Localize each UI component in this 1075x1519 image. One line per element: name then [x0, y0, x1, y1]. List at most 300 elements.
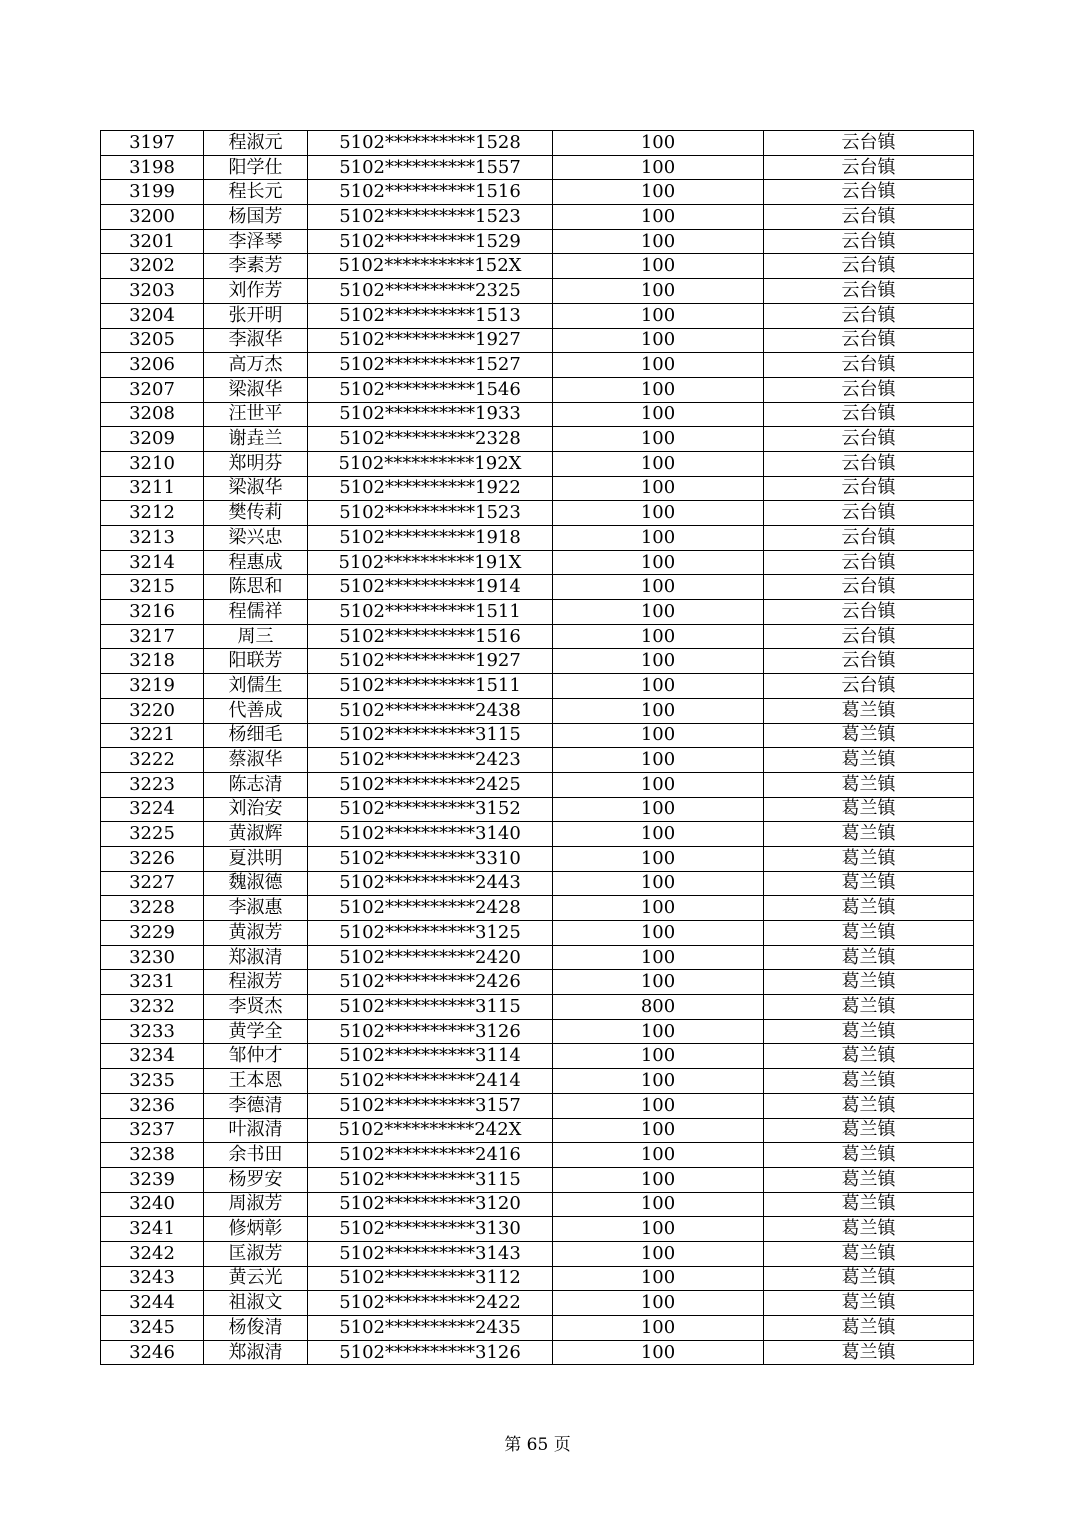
table-row [101, 402, 974, 427]
id-number-cell: 5102**********2426 [308, 970, 553, 995]
table-row [101, 353, 974, 378]
table-row [101, 1069, 974, 1094]
name-cell: 杨国芳 [204, 205, 308, 230]
id-number-cell: 5102**********2443 [308, 871, 553, 896]
name-cell: 阳联芳 [204, 649, 308, 674]
id-number-cell: 5102**********1511 [308, 600, 553, 625]
name-cell: 高万杰 [204, 353, 308, 378]
table-row [101, 155, 974, 180]
table-row [101, 995, 974, 1020]
id-number-cell: 5102**********2416 [308, 1143, 553, 1168]
name-cell: 刘儒生 [204, 674, 308, 699]
table-row [101, 1044, 974, 1069]
name-cell: 刘治安 [204, 797, 308, 822]
serial-number-cell: 3220 [101, 698, 204, 723]
serial-number-cell: 3214 [101, 550, 204, 575]
table-row [101, 1340, 974, 1365]
id-number-cell: 5102**********1933 [308, 402, 553, 427]
table-row [101, 1192, 974, 1217]
id-number-cell: 5102**********1511 [308, 674, 553, 699]
town-cell: 葛兰镇 [764, 723, 974, 748]
serial-number-cell: 3236 [101, 1093, 204, 1118]
table-row [101, 846, 974, 871]
town-cell: 葛兰镇 [764, 1093, 974, 1118]
name-cell: 汪世平 [204, 402, 308, 427]
serial-number-cell: 3199 [101, 180, 204, 205]
town-cell: 葛兰镇 [764, 772, 974, 797]
town-cell: 葛兰镇 [764, 1143, 974, 1168]
id-number-cell: 5102**********3115 [308, 1167, 553, 1192]
id-number-cell: 5102**********2422 [308, 1291, 553, 1316]
id-number-cell: 5102**********2423 [308, 748, 553, 773]
serial-number-cell: 3224 [101, 797, 204, 822]
town-cell: 葛兰镇 [764, 1241, 974, 1266]
amount-cell: 100 [553, 303, 764, 328]
table-row [101, 377, 974, 402]
amount-cell: 100 [553, 402, 764, 427]
serial-number-cell: 3218 [101, 649, 204, 674]
amount-cell: 100 [553, 229, 764, 254]
town-cell: 云台镇 [764, 600, 974, 625]
town-cell: 葛兰镇 [764, 698, 974, 723]
amount-cell: 100 [553, 1044, 764, 1069]
table-row [101, 1266, 974, 1291]
id-number-cell: 5102**********1557 [308, 155, 553, 180]
town-cell: 云台镇 [764, 649, 974, 674]
town-cell: 云台镇 [764, 624, 974, 649]
town-cell: 云台镇 [764, 303, 974, 328]
amount-cell: 100 [553, 1192, 764, 1217]
name-cell: 修炳彰 [204, 1217, 308, 1242]
id-number-cell: 5102**********3115 [308, 723, 553, 748]
serial-number-cell: 3246 [101, 1340, 204, 1365]
id-number-cell: 5102**********2325 [308, 279, 553, 304]
id-number-cell: 5102**********1516 [308, 180, 553, 205]
town-cell: 葛兰镇 [764, 921, 974, 946]
serial-number-cell: 3233 [101, 1019, 204, 1044]
name-cell: 李德清 [204, 1093, 308, 1118]
name-cell: 黄云光 [204, 1266, 308, 1291]
serial-number-cell: 3203 [101, 279, 204, 304]
id-number-cell: 5102**********1927 [308, 649, 553, 674]
name-cell: 梁淑华 [204, 377, 308, 402]
amount-cell: 100 [553, 772, 764, 797]
serial-number-cell: 3226 [101, 846, 204, 871]
id-number-cell: 5102**********2428 [308, 896, 553, 921]
amount-cell: 100 [553, 600, 764, 625]
name-cell: 郑淑清 [204, 945, 308, 970]
id-number-cell: 5102**********1523 [308, 205, 553, 230]
id-number-cell: 5102**********2425 [308, 772, 553, 797]
town-cell: 葛兰镇 [764, 995, 974, 1020]
town-cell: 云台镇 [764, 451, 974, 476]
amount-cell: 100 [553, 797, 764, 822]
name-cell: 程淑芳 [204, 970, 308, 995]
town-cell: 云台镇 [764, 526, 974, 551]
amount-cell: 100 [553, 1118, 764, 1143]
town-cell: 葛兰镇 [764, 1266, 974, 1291]
id-number-cell: 5102**********1527 [308, 353, 553, 378]
town-cell: 云台镇 [764, 575, 974, 600]
serial-number-cell: 3235 [101, 1069, 204, 1094]
town-cell: 葛兰镇 [764, 797, 974, 822]
table-row [101, 451, 974, 476]
amount-cell: 100 [553, 575, 764, 600]
amount-cell: 100 [553, 205, 764, 230]
name-cell: 杨俊清 [204, 1316, 308, 1341]
name-cell: 李淑华 [204, 328, 308, 353]
id-number-cell: 5102**********3115 [308, 995, 553, 1020]
serial-number-cell: 3209 [101, 427, 204, 452]
serial-number-cell: 3207 [101, 377, 204, 402]
serial-number-cell: 3244 [101, 1291, 204, 1316]
town-cell: 云台镇 [764, 155, 974, 180]
town-cell: 云台镇 [764, 328, 974, 353]
amount-cell: 100 [553, 1291, 764, 1316]
name-cell: 李素芳 [204, 254, 308, 279]
amount-cell: 100 [553, 377, 764, 402]
amount-cell: 100 [553, 1316, 764, 1341]
roster-body [101, 131, 974, 1365]
table-row [101, 1316, 974, 1341]
amount-cell: 100 [553, 896, 764, 921]
amount-cell: 100 [553, 846, 764, 871]
table-row [101, 970, 974, 995]
table-row [101, 1143, 974, 1168]
serial-number-cell: 3240 [101, 1192, 204, 1217]
table-row [101, 600, 974, 625]
amount-cell: 100 [553, 476, 764, 501]
serial-number-cell: 3225 [101, 822, 204, 847]
id-number-cell: 5102**********3125 [308, 921, 553, 946]
town-cell: 云台镇 [764, 254, 974, 279]
id-number-cell: 5102**********1513 [308, 303, 553, 328]
id-number-cell: 5102**********1529 [308, 229, 553, 254]
town-cell: 葛兰镇 [764, 871, 974, 896]
id-number-cell: 5102**********3126 [308, 1340, 553, 1365]
table-row [101, 723, 974, 748]
id-number-cell: 5102**********1918 [308, 526, 553, 551]
amount-cell: 100 [553, 550, 764, 575]
amount-cell: 100 [553, 748, 764, 773]
table-row [101, 1118, 974, 1143]
id-number-cell: 5102**********1922 [308, 476, 553, 501]
id-number-cell: 5102**********3157 [308, 1093, 553, 1118]
amount-cell: 100 [553, 1093, 764, 1118]
id-number-cell: 5102**********1927 [308, 328, 553, 353]
table-row [101, 180, 974, 205]
table-row [101, 896, 974, 921]
serial-number-cell: 3213 [101, 526, 204, 551]
id-number-cell: 5102**********2328 [308, 427, 553, 452]
amount-cell: 100 [553, 1167, 764, 1192]
serial-number-cell: 3243 [101, 1266, 204, 1291]
town-cell: 云台镇 [764, 205, 974, 230]
serial-number-cell: 3211 [101, 476, 204, 501]
amount-cell: 100 [553, 526, 764, 551]
amount-cell: 100 [553, 451, 764, 476]
name-cell: 程淑元 [204, 131, 308, 156]
amount-cell: 100 [553, 871, 764, 896]
amount-cell: 100 [553, 353, 764, 378]
name-cell: 魏淑德 [204, 871, 308, 896]
id-number-cell: 5102**********191X [308, 550, 553, 575]
table-row [101, 1167, 974, 1192]
amount-cell: 100 [553, 1019, 764, 1044]
amount-cell: 100 [553, 1069, 764, 1094]
table-row [101, 501, 974, 526]
amount-cell: 100 [553, 970, 764, 995]
id-number-cell: 5102**********3112 [308, 1266, 553, 1291]
serial-number-cell: 3217 [101, 624, 204, 649]
name-cell: 程儒祥 [204, 600, 308, 625]
name-cell: 黄学全 [204, 1019, 308, 1044]
id-number-cell: 5102**********3143 [308, 1241, 553, 1266]
table-row [101, 575, 974, 600]
table-row [101, 279, 974, 304]
id-number-cell: 5102**********3140 [308, 822, 553, 847]
page-number: 第 65 页 [504, 1435, 571, 1455]
name-cell: 李淑惠 [204, 896, 308, 921]
name-cell: 程长元 [204, 180, 308, 205]
roster-table [100, 130, 974, 1365]
serial-number-cell: 3231 [101, 970, 204, 995]
serial-number-cell: 3208 [101, 402, 204, 427]
amount-cell: 100 [553, 624, 764, 649]
serial-number-cell: 3234 [101, 1044, 204, 1069]
id-number-cell: 5102**********3130 [308, 1217, 553, 1242]
id-number-cell: 5102**********2435 [308, 1316, 553, 1341]
name-cell: 郑淑清 [204, 1340, 308, 1365]
serial-number-cell: 3229 [101, 921, 204, 946]
table-row [101, 921, 974, 946]
name-cell: 夏洪明 [204, 846, 308, 871]
name-cell: 叶淑清 [204, 1118, 308, 1143]
name-cell: 王本恩 [204, 1069, 308, 1094]
amount-cell: 100 [553, 328, 764, 353]
id-number-cell: 5102**********2414 [308, 1069, 553, 1094]
name-cell: 樊传莉 [204, 501, 308, 526]
amount-cell: 800 [553, 995, 764, 1020]
id-number-cell: 5102**********1523 [308, 501, 553, 526]
name-cell: 刘作芳 [204, 279, 308, 304]
table-row [101, 254, 974, 279]
town-cell: 云台镇 [764, 229, 974, 254]
amount-cell: 100 [553, 1217, 764, 1242]
amount-cell: 100 [553, 945, 764, 970]
name-cell: 李贤杰 [204, 995, 308, 1020]
town-cell: 云台镇 [764, 377, 974, 402]
town-cell: 葛兰镇 [764, 1192, 974, 1217]
town-cell: 葛兰镇 [764, 822, 974, 847]
table-row [101, 797, 974, 822]
table-row [101, 624, 974, 649]
town-cell: 葛兰镇 [764, 1167, 974, 1192]
amount-cell: 100 [553, 427, 764, 452]
table-row [101, 303, 974, 328]
amount-cell: 100 [553, 501, 764, 526]
town-cell: 葛兰镇 [764, 1118, 974, 1143]
table-row [101, 822, 974, 847]
serial-number-cell: 3219 [101, 674, 204, 699]
table-row [101, 649, 974, 674]
name-cell: 李泽琴 [204, 229, 308, 254]
serial-number-cell: 3210 [101, 451, 204, 476]
serial-number-cell: 3215 [101, 575, 204, 600]
name-cell: 杨细毛 [204, 723, 308, 748]
name-cell: 张开明 [204, 303, 308, 328]
name-cell: 程惠成 [204, 550, 308, 575]
id-number-cell: 5102**********1914 [308, 575, 553, 600]
serial-number-cell: 3230 [101, 945, 204, 970]
id-number-cell: 5102**********1516 [308, 624, 553, 649]
table-row [101, 229, 974, 254]
id-number-cell: 5102**********2420 [308, 945, 553, 970]
table-row [101, 205, 974, 230]
town-cell: 葛兰镇 [764, 1019, 974, 1044]
serial-number-cell: 3216 [101, 600, 204, 625]
table-row [101, 698, 974, 723]
name-cell: 周淑芳 [204, 1192, 308, 1217]
name-cell: 周三 [204, 624, 308, 649]
name-cell: 谢垚兰 [204, 427, 308, 452]
town-cell: 云台镇 [764, 427, 974, 452]
table-row [101, 945, 974, 970]
town-cell: 葛兰镇 [764, 1069, 974, 1094]
town-cell: 云台镇 [764, 279, 974, 304]
amount-cell: 100 [553, 822, 764, 847]
serial-number-cell: 3221 [101, 723, 204, 748]
serial-number-cell: 3212 [101, 501, 204, 526]
name-cell: 陈志清 [204, 772, 308, 797]
table-row [101, 328, 974, 353]
name-cell: 黄淑芳 [204, 921, 308, 946]
amount-cell: 100 [553, 723, 764, 748]
id-number-cell: 5102**********3120 [308, 1192, 553, 1217]
name-cell: 黄淑辉 [204, 822, 308, 847]
id-number-cell: 5102**********242X [308, 1118, 553, 1143]
id-number-cell: 5102**********1528 [308, 131, 553, 156]
amount-cell: 100 [553, 674, 764, 699]
id-number-cell: 5102**********3310 [308, 846, 553, 871]
name-cell: 陈思和 [204, 575, 308, 600]
name-cell: 邹仲才 [204, 1044, 308, 1069]
town-cell: 云台镇 [764, 501, 974, 526]
table-row [101, 1241, 974, 1266]
serial-number-cell: 3238 [101, 1143, 204, 1168]
town-cell: 云台镇 [764, 131, 974, 156]
id-number-cell: 5102**********3114 [308, 1044, 553, 1069]
town-cell: 葛兰镇 [764, 970, 974, 995]
name-cell: 郑明芬 [204, 451, 308, 476]
town-cell: 葛兰镇 [764, 748, 974, 773]
town-cell: 云台镇 [764, 476, 974, 501]
table-row [101, 871, 974, 896]
serial-number-cell: 3227 [101, 871, 204, 896]
serial-number-cell: 3245 [101, 1316, 204, 1341]
town-cell: 云台镇 [764, 180, 974, 205]
amount-cell: 100 [553, 279, 764, 304]
serial-number-cell: 3205 [101, 328, 204, 353]
table-row [101, 1291, 974, 1316]
id-number-cell: 5102**********3126 [308, 1019, 553, 1044]
amount-cell: 100 [553, 1266, 764, 1291]
town-cell: 云台镇 [764, 550, 974, 575]
table-row [101, 674, 974, 699]
amount-cell: 100 [553, 921, 764, 946]
amount-cell: 100 [553, 180, 764, 205]
amount-cell: 100 [553, 1340, 764, 1365]
amount-cell: 100 [553, 131, 764, 156]
serial-number-cell: 3241 [101, 1217, 204, 1242]
name-cell: 阳学仕 [204, 155, 308, 180]
serial-number-cell: 3228 [101, 896, 204, 921]
town-cell: 葛兰镇 [764, 1340, 974, 1365]
serial-number-cell: 3242 [101, 1241, 204, 1266]
town-cell: 云台镇 [764, 674, 974, 699]
id-number-cell: 5102**********152X [308, 254, 553, 279]
table-row [101, 476, 974, 501]
town-cell: 葛兰镇 [764, 846, 974, 871]
table-row [101, 748, 974, 773]
table-row [101, 1217, 974, 1242]
serial-number-cell: 3206 [101, 353, 204, 378]
amount-cell: 100 [553, 155, 764, 180]
name-cell: 杨罗安 [204, 1167, 308, 1192]
table-row [101, 131, 974, 156]
town-cell: 葛兰镇 [764, 896, 974, 921]
name-cell: 梁淑华 [204, 476, 308, 501]
serial-number-cell: 3239 [101, 1167, 204, 1192]
name-cell: 匡淑芳 [204, 1241, 308, 1266]
town-cell: 葛兰镇 [764, 1217, 974, 1242]
serial-number-cell: 3232 [101, 995, 204, 1020]
serial-number-cell: 3200 [101, 205, 204, 230]
serial-number-cell: 3198 [101, 155, 204, 180]
table-row [101, 427, 974, 452]
town-cell: 葛兰镇 [764, 1291, 974, 1316]
id-number-cell: 5102**********1546 [308, 377, 553, 402]
serial-number-cell: 3197 [101, 131, 204, 156]
table-row [101, 550, 974, 575]
town-cell: 云台镇 [764, 353, 974, 378]
name-cell: 梁兴忠 [204, 526, 308, 551]
name-cell: 代善成 [204, 698, 308, 723]
town-cell: 葛兰镇 [764, 1316, 974, 1341]
amount-cell: 100 [553, 649, 764, 674]
name-cell: 余书田 [204, 1143, 308, 1168]
amount-cell: 100 [553, 1143, 764, 1168]
town-cell: 葛兰镇 [764, 945, 974, 970]
serial-number-cell: 3222 [101, 748, 204, 773]
amount-cell: 100 [553, 254, 764, 279]
serial-number-cell: 3202 [101, 254, 204, 279]
serial-number-cell: 3223 [101, 772, 204, 797]
id-number-cell: 5102**********2438 [308, 698, 553, 723]
amount-cell: 100 [553, 1241, 764, 1266]
amount-cell: 100 [553, 698, 764, 723]
table-row [101, 526, 974, 551]
town-cell: 葛兰镇 [764, 1044, 974, 1069]
id-number-cell: 5102**********3152 [308, 797, 553, 822]
name-cell: 蔡淑华 [204, 748, 308, 773]
serial-number-cell: 3237 [101, 1118, 204, 1143]
serial-number-cell: 3204 [101, 303, 204, 328]
id-number-cell: 5102**********192X [308, 451, 553, 476]
name-cell: 祖淑文 [204, 1291, 308, 1316]
table-row [101, 772, 974, 797]
town-cell: 云台镇 [764, 402, 974, 427]
